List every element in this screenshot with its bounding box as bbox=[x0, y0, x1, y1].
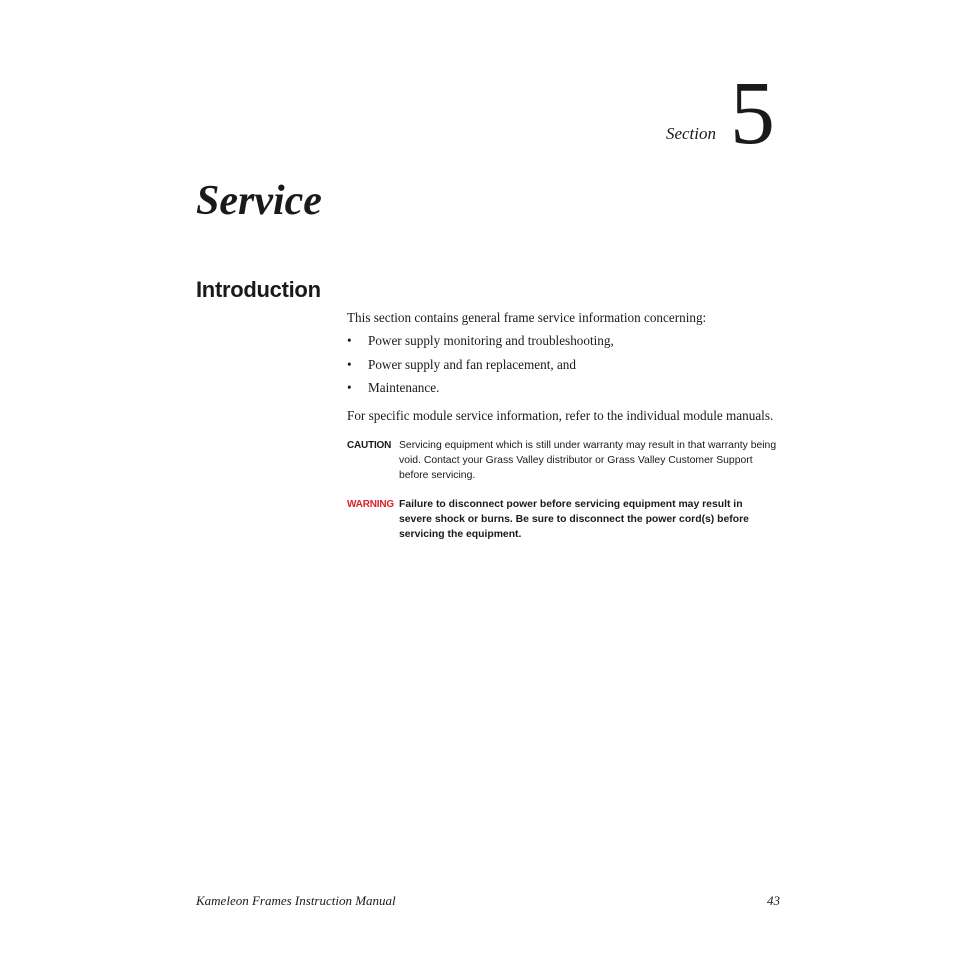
introduction-body bbox=[347, 310, 777, 542]
warning-tag: WARNING bbox=[347, 499, 394, 510]
bullet-icon: • bbox=[347, 333, 352, 348]
footer-manual-title: Kameleon Frames Instruction Manual bbox=[196, 893, 396, 908]
list-item-text: Power supply and fan replacement, and bbox=[368, 356, 576, 372]
caution-tag: CAUTION bbox=[347, 440, 392, 451]
list-item-text: Maintenance. bbox=[368, 380, 440, 395]
bullet-icon: • bbox=[347, 356, 352, 372]
list-item bbox=[347, 357, 777, 373]
list-item bbox=[347, 380, 777, 396]
warning-text: Failure to disconnect power before servicing equipment may result in severe shock or burns. Be sure to disconnect the power cord(s) before servicing the equipment. bbox=[399, 499, 749, 540]
section-label: Section bbox=[665, 124, 716, 143]
list-item bbox=[347, 333, 777, 349]
caution-note bbox=[347, 438, 777, 483]
footer-page-number: 43 bbox=[767, 893, 780, 908]
chapter-title: Service bbox=[196, 178, 322, 224]
service-topics-list bbox=[347, 333, 777, 396]
introduction-heading: Introduction bbox=[196, 277, 321, 302]
caution-text: Servicing equipment which is still under warranty may result in that warranty being void. Contact your Grass Valley distributor or Grass Valley Customer Support before servicing. bbox=[399, 440, 777, 481]
list-item-text: Power supply monitoring and troubleshooting, bbox=[368, 333, 614, 348]
bullet-icon: • bbox=[347, 380, 352, 395]
section-number: 5 bbox=[730, 64, 775, 163]
intro-paragraph: This section contains general frame service information concerning: bbox=[347, 310, 707, 325]
module-reference-paragraph: For specific module service information, refer to the individual module manuals. bbox=[347, 408, 774, 423]
warning-note bbox=[347, 497, 777, 542]
